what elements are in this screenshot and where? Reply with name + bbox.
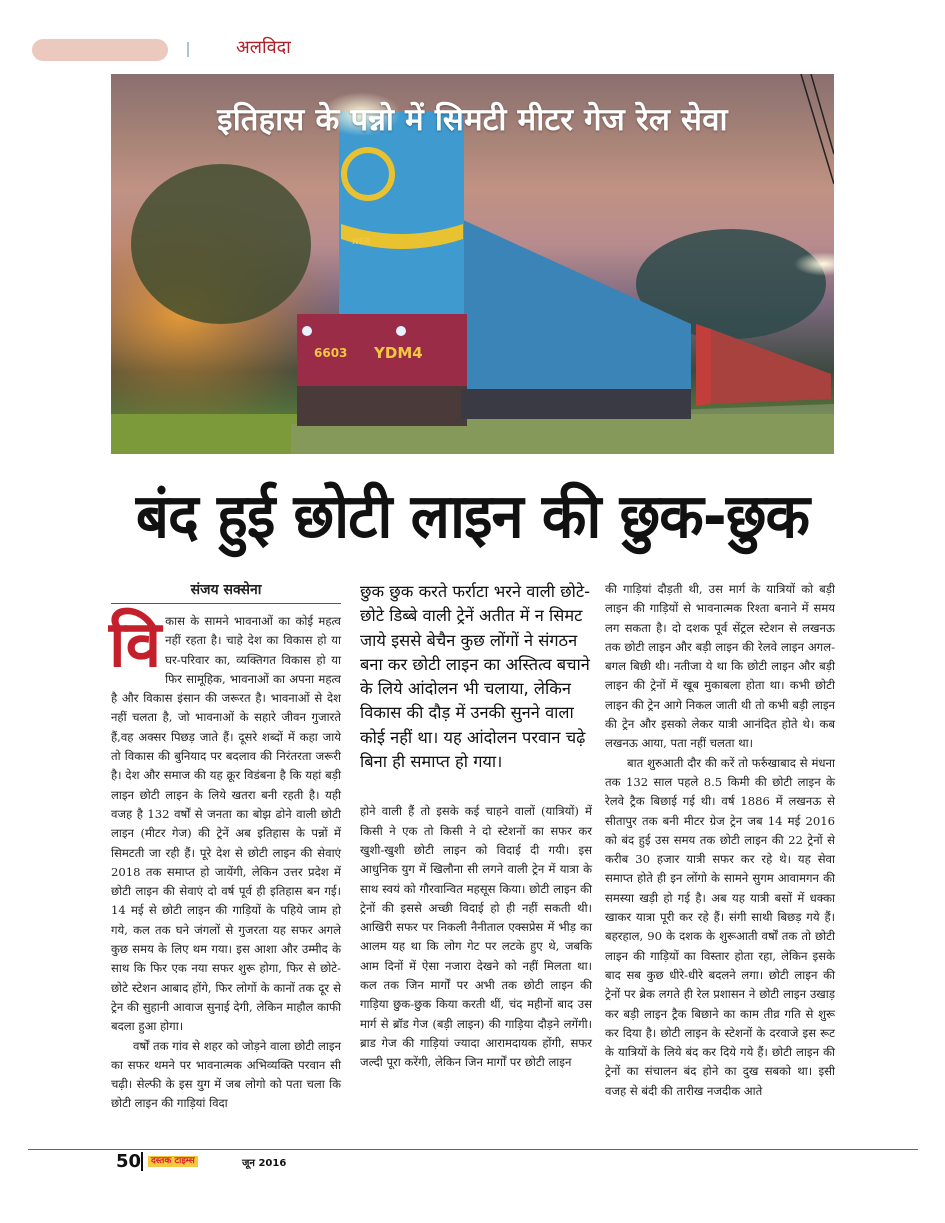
section-tab-pill [32,39,168,61]
header-divider [187,42,189,57]
section-label: अलविदा [236,37,291,58]
photo-caption: इतिहास के पन्नो में सिमटी मीटर गेज रेल सेवा [217,102,728,138]
column-1 [111,580,341,1114]
drop-cap: वि [109,608,162,682]
paragraph: होने वाली हैं तो इसके कई चाहने वालों (यात्रियों) में किसी ने एक तो किसी ने दो स्टेशनों का सफर कर खुशी-खुशी छोटी लाइन को विदाई दी गयी। इस आधुनिक युग में खिलौना सी लगने वाली ट्रेन में यात्रा के साथ स्वयं को गौरवान्वित महसूस किया। छोटी लाइन की ट्रेनों की इससे अच्छी विदाई हो ही नहीं सकती थी। आखिरी सफर पर निकली नैनीताल एक्सप्रेस में भीड़ का आलम यह था कि लोग गेट पर लटके हुए थे, जबकि आम दिनों में ऐसा नजारा देखने को नहीं मिलता था। कल तक जिन मार्गों पर अभी तक छोटी लाइन की गाड़िया छुक-छुक किया करती थीं, चंद महीनों बाद उस मार्ग से ब्रॉड गेज (बड़ी लाइन) की गाड़िया दौड़ने लगेंगी। ब्राड गेज की गाड़ियां ज्यादा आरामदायक होंगी, सफर जल्दी पूरा करेंगी, लेकिन जिन मार्गों पर छोटी लाइन [360,804,592,1070]
bogies [461,389,691,419]
coaches [711,329,831,404]
page-number: 50 [116,1151,142,1172]
loco-model: YDM4 [374,344,423,362]
column-2 [360,580,592,1073]
column-3 [605,580,835,1101]
locomotive-nose [339,112,464,322]
paragraph: की गाड़ियां दौड़ती थी, उस मार्ग के यात्रियों को बड़ी लाइन की गाड़ियों से भावनात्मक रिश्ता बनाने में समय लग सकता है। दो दशक पूर्व सेंट्रल स्टेशन से लखनऊ तक छोटी लाइन और बड़ी लाइन की रेलवे लाइन अगल-बगल बिछी थी। नतीजा ये था कि छोटी लाइन और बड़ी लाइन की ट्रेनों में खूब मुकाबला होता था। कभी छोटी लाइन की ट्रेन आगे निकल जाती थी तो कभी बड़ी लाइन की ट्रेन और इसको लेकर यात्री आनंदित होते थे। कब लखनऊ आया, पता नहीं चलता था। [605,582,835,751]
tree-left [131,164,311,324]
hero-photo [111,74,834,454]
footer-rule [28,1149,918,1150]
issue-date: जून 2016 [242,1158,287,1169]
paragraph: वर्षों तक गांव से शहर को जोड़ने वाला छोटी लाइन का सफर थमने पर भावनात्मक अभिव्यक्ति परवान सी चढ़ी। सेल्फी के इस युग में जब लोगो को पता चला कि छोटी लाइन की गाड़ियां विदा [111,1038,341,1111]
magazine-logo: दस्तक टाइम्स [148,1156,198,1167]
paragraph: कास के सामने भावनाओं का कोई महत्व नहीं रहता है। चाहे देश का विकास हो या घर-परिवार का, व्यक्तिगत विकास हो या फिर सामूहिक, भावनाओं का अपना महत्व है और विकास इंसान की जरूरत है। भावनाओं से देश नहीं चलता है, जो भावनाओं के सहारे जीवन गुजारते हैं,वह अक्सर पिछड़ जाते हैं। दूसरे शब्दों में कहा जाये तो विकास की बुनियाद पर बदलाव की निरंतरता जरूरी है। देश और समाज की यह क्रूर विडंबना है कि यहां बड़ी लाइन छोटी लाइन के लिये खतरा बनी रहती है। यही वजह है 132 वर्षों से जनता का बोझ ढोने वाली छोटी लाइन (मीटर गेज) की ट्रेनें अब इतिहास के पन्नों में सिमटती जा रही हैं। पूरे देश से छोटी लाइन की सेवाएं 2018 तक समाप्त हो जायेंगी, लेकिन उत्तर प्रदेश में छोटी लाइन की सेवाएं दो वर्ष पूर्व ही इतिहास बन गई। 14 मई से छोटी लाइन की गाड़ियों के पहिये जाम हो गये, कल तक घने जंगलों से गुजरता यह सफर अगले कुछ समय के लिए थम गया। इस आशा और उम्मीद के साथ कि फिर एक नया सफर शुरू होगा, फिर से छोटे-छोटे स्टेशन आबाद होंगे, फिर लोगों के कानों तक दूर से ट्रेन की सुहानी आवाज सुनाई देगी, लेकिन माहौल काफी बदला हुआ होगा। [111,614,341,1034]
paragraph: बात शुरुआती दौर की करें तो फर्रुखाबाद से मंधना तक 132 साल पहले 8.5 किमी की छोटी लाइन के रेलवे ट्रैक बिछाई गई थी। वर्ष 1886 में लखनऊ से सीतापुर तक बनी मीटर ग्रेज ट्रेन जब 14 मई 2016 को बंद हुई उस समय तक छोटी लाइन की 22 ट्रेनों से करीब 30 हजार यात्री सफर कर रहे थे। यह सेवा समाप्त होते ही इन लोंगो के सामने सुगम आवामगन की समस्या खड़ी हो गई है। अब यह यात्री बसों में धक्का खाकर यात्रा पूरी कर रहे हैं। संगी साथी बिछड़ गये हैं। बहरहाल, 90 के दशक के शुरूआती वर्षों तक तो छोटी लाइन की गाड़ियों का विस्तार होता रहा, लेकिन इसके बाद सब कुछ धीरे-धीरे बदलने लगा। छोटी लाइन की ट्रेनों पर ब्रेक लगते ही रेल प्रशासन ने छोटी लाइन उखाड़ कर बड़ी लाइन ट्रैक बिछाने का काम तीव्र गति से शुरू कर दिया है। छोटी लाइन के स्टेशनों के दरवाजे इस रूट के यात्रियों के लिये बंद कर दिये गये हैं। छोटी लाइन की ट्रेनों का संचालन बंद होने का दुख सबको था। इसी वजह से बंदी की तारीख नजदीक आते [605,755,835,1098]
pull-quote: छुक छुक करते फर्राटा भरने वाली छोटे-छोटे डिब्बे वाली ट्रेनें अतीत में न सिमट जाये इससे बेचैन कुछ लोंगों ने संगठन बना कर छोटी लाइन का अस्तित्व बचाने के लिये आंदोलन भी चलाया, लेकिन विकास की दौड़ में उनकी सुनने वाला कोई नहीं था। यह आंदोलन परवान चढ़े बिना ही समाप्त हो गया। [360,582,591,772]
loco-number: 6603 [314,346,348,360]
byline: संजय सक्सेना [111,580,341,604]
footer-divider [141,1152,143,1171]
loco-logo-text: NER [352,237,371,246]
locomotive-body [461,219,691,409]
article-headline: बंद हुई छोटी लाइन की छुक-छुक [135,480,810,552]
